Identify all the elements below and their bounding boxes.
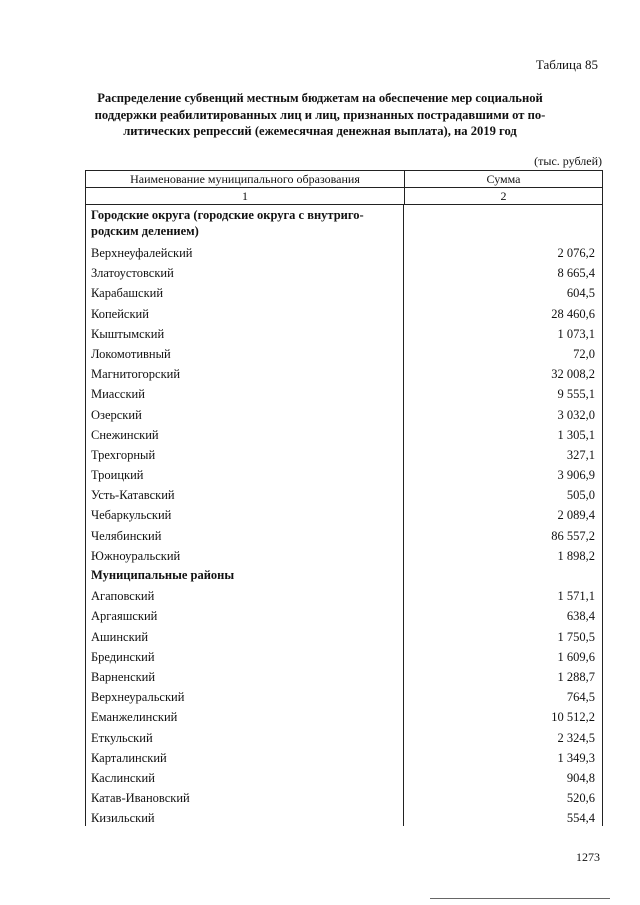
subsidy-amount: 10 512,2 — [551, 710, 595, 725]
table-row — [86, 403, 602, 423]
table-row — [86, 524, 602, 544]
group-header-row — [86, 564, 602, 584]
municipality-name: Ашинский — [86, 625, 404, 645]
table-header — [85, 170, 603, 205]
municipality-name: Копейский — [86, 302, 404, 322]
table-row — [86, 584, 602, 604]
municipality-name: Еманжелинский — [86, 705, 404, 725]
table-row — [86, 604, 602, 624]
table-title — [80, 90, 560, 140]
municipality-name: Снежинский — [86, 423, 404, 443]
municipality-name: Брединский — [86, 645, 404, 665]
table-row — [86, 322, 602, 342]
title-line: поддержки реабилитированных лиц и лиц, признанных пострадавшими от по- — [94, 107, 546, 122]
group-title — [86, 564, 404, 584]
table-row — [86, 382, 602, 402]
subsidy-amount: 32 008,2 — [551, 367, 595, 382]
table-row — [86, 281, 602, 301]
table-row — [86, 786, 602, 806]
municipality-name: Кыштымский — [86, 322, 404, 342]
table-row — [86, 463, 602, 483]
municipality-name: Верхнеуфалейский — [86, 241, 404, 261]
table-row — [86, 342, 602, 362]
column-number-row — [86, 187, 602, 204]
municipality-name: Южноуральский — [86, 544, 404, 564]
subsidy-amount: 1 898,2 — [557, 548, 595, 563]
municipality-name: Карталинский — [86, 746, 404, 766]
municipality-name: Челябинский — [86, 524, 404, 544]
group-sum-cell — [404, 205, 602, 241]
municipality-name: Миасский — [86, 382, 404, 402]
table-row — [86, 726, 602, 746]
municipality-name: Карабашский — [86, 281, 404, 301]
subsidy-amount: 3 032,0 — [557, 407, 595, 422]
subsidy-amount: 904,8 — [566, 770, 595, 785]
subsidy-amount: 1 571,1 — [557, 589, 595, 604]
footer-rule — [430, 898, 610, 899]
subsidy-amount: 2 089,4 — [557, 508, 595, 523]
group-title-line: Городские округа (городские округа с внутриго- — [91, 208, 364, 222]
subsidy-amount: 1 750,5 — [557, 629, 595, 644]
subsidy-amount: 1 349,3 — [557, 750, 595, 765]
header-row — [86, 170, 602, 187]
table-body — [85, 205, 603, 826]
municipality-name: Златоустовский — [86, 261, 404, 281]
subsidy-amount: 327,1 — [566, 447, 595, 462]
table-row — [86, 544, 602, 564]
subsidy-amount: 1 609,6 — [557, 649, 595, 664]
column-number-2: 2 — [500, 189, 507, 203]
title-line: Распределение субвенций местным бюджетам на обеспечение мер социальной — [97, 91, 543, 105]
column-number-1: 1 — [86, 188, 405, 204]
table-row — [86, 302, 602, 322]
subsidy-amount: 520,6 — [566, 791, 595, 806]
subsidy-amount: 9 555,1 — [557, 387, 595, 402]
title-line: литических репрессий (ежемесячная денежная выплата), на 2019 год — [123, 124, 517, 138]
table-row — [86, 685, 602, 705]
municipality-name: Кизильский — [86, 806, 404, 826]
subsidy-amount: 2 324,5 — [557, 730, 595, 745]
table-row — [86, 766, 602, 786]
municipality-name: Трехгорный — [86, 443, 404, 463]
table-row — [86, 625, 602, 645]
table-row — [86, 645, 602, 665]
municipality-name: Локомотивный — [86, 342, 404, 362]
table-number: Таблица 85 — [535, 57, 598, 72]
table-row — [86, 483, 602, 503]
subsidy-amount: 554,4 — [566, 811, 595, 826]
municipality-name: Аргаяшский — [86, 604, 404, 624]
municipality-name: Чебаркульский — [86, 503, 404, 523]
group-title-line: Муниципальные районы — [91, 568, 235, 582]
municipality-name: Каслинский — [86, 766, 404, 786]
municipality-name: Агаповский — [86, 584, 404, 604]
subsidy-amount: 764,5 — [566, 690, 595, 705]
municipality-name: Катав-Ивановский — [86, 786, 404, 806]
table-row — [86, 705, 602, 725]
subsidy-amount: 28 460,6 — [551, 306, 595, 321]
subsidy-amount: 604,5 — [566, 286, 595, 301]
table-row — [86, 746, 602, 766]
page-number: 1273 — [576, 850, 600, 864]
table-row — [86, 806, 602, 826]
table-row — [86, 261, 602, 281]
municipality-name: Верхнеуральский — [86, 685, 404, 705]
table-row — [86, 423, 602, 443]
column-header-sum: Сумма — [486, 172, 521, 186]
subsidy-amount: 1 288,7 — [557, 669, 595, 684]
subsidy-amount: 72,0 — [573, 346, 595, 361]
table-row — [86, 241, 602, 261]
column-header-name: Наименование муниципального образования — [86, 171, 405, 187]
group-title — [86, 205, 404, 241]
municipality-name: Озерский — [86, 403, 404, 423]
subsidy-amount: 3 906,9 — [557, 468, 595, 483]
municipality-name: Усть-Катавский — [86, 483, 404, 503]
subsidy-amount: 1 073,1 — [557, 326, 595, 341]
units-label: (тыс. рублей) — [534, 154, 602, 168]
municipality-name: Троицкий — [86, 463, 404, 483]
table-row — [86, 665, 602, 685]
subsidy-amount: 505,0 — [566, 488, 595, 503]
group-title-line: родским делением) — [91, 224, 199, 238]
municipality-name: Магнитогорский — [86, 362, 404, 382]
subsidy-amount: 1 305,1 — [557, 427, 595, 442]
table-row — [86, 503, 602, 523]
table-row — [86, 443, 602, 463]
municipality-name: Еткульский — [86, 726, 404, 746]
subsidy-table — [85, 170, 603, 826]
group-sum-cell — [404, 564, 602, 584]
subsidy-amount: 2 076,2 — [557, 246, 595, 260]
subsidy-amount: 86 557,2 — [551, 528, 595, 543]
subsidy-amount: 8 665,4 — [557, 266, 595, 281]
subsidy-amount: 638,4 — [566, 609, 595, 624]
table-row — [86, 362, 602, 382]
group-header-row — [86, 205, 602, 241]
municipality-name: Варненский — [86, 665, 404, 685]
